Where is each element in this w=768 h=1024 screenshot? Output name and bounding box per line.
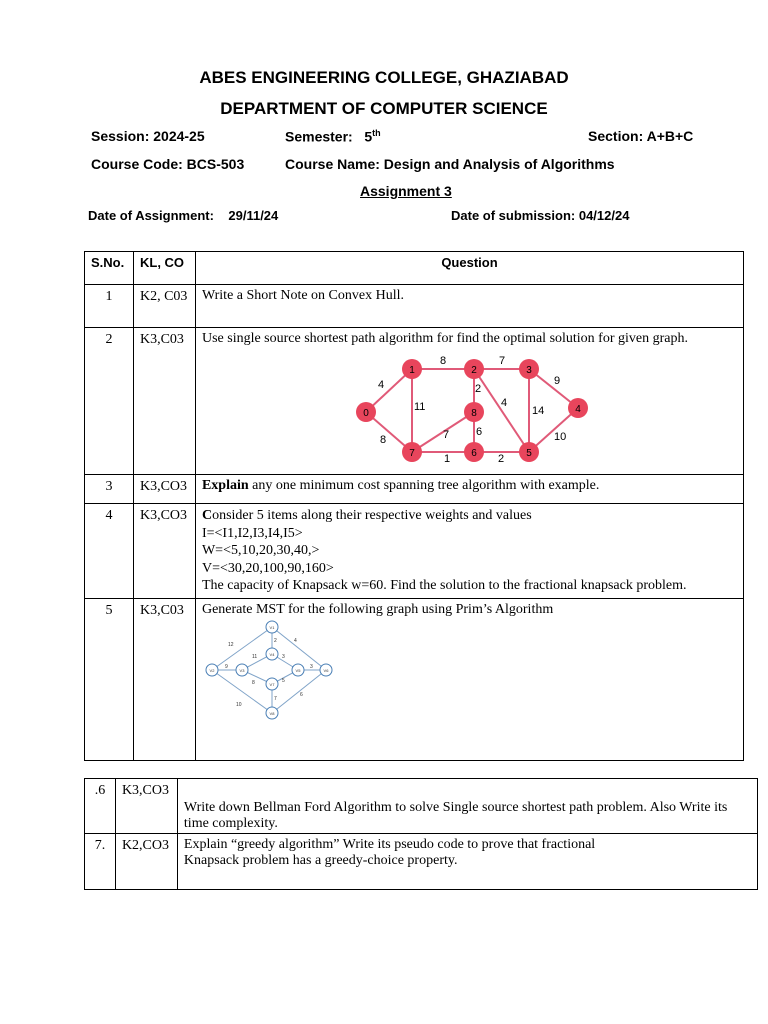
row-sno: 4 (85, 504, 134, 599)
question-text: onsider 5 items along their respective weights and values (212, 508, 532, 523)
graph-node-label: V2 (209, 667, 215, 673)
header-sno: S.No. (85, 252, 134, 285)
assignment-title: Assignment 3 (360, 183, 452, 199)
session-info: Session: 2024-25 (91, 128, 205, 144)
question-text: Use single source shortest path algorithm for find the optimal solution for given graph. (201, 331, 688, 346)
course-name: Course Name: Design and Analysis of Algorithms (285, 156, 615, 172)
semester-suffix: th (372, 128, 381, 138)
question-line: V=<30,20,100,90,160> (201, 560, 334, 576)
row-kl-co: K2,CO3 (115, 834, 177, 890)
graph-node-label: 8 (471, 408, 477, 419)
questions-table (84, 251, 744, 761)
row-sno: 1 (85, 285, 134, 328)
shortest-path-graph (342, 348, 602, 465)
date-assignment-value: 29/11/24 (228, 208, 279, 223)
row-kl-co: K3,CO3 (115, 779, 177, 834)
date-of-assignment (88, 208, 278, 223)
semester-value: 5 (364, 128, 373, 145)
graph-node-label: V8 (269, 710, 275, 716)
edge-weight-label: 10 (235, 701, 242, 708)
row-question (177, 779, 757, 834)
row-question (195, 475, 743, 504)
graph-node-label: 4 (575, 404, 581, 415)
graph-node-label: V3 (239, 667, 245, 673)
graph-node-label: 7 (409, 448, 415, 459)
edge-weight-label: 9 (553, 375, 561, 387)
question-text: Generate MST for the following graph using Prim’s Algorithm (201, 601, 554, 617)
graph-node-label: 5 (526, 448, 532, 459)
question-bold-text: Explain (201, 478, 249, 493)
edge-weight-label: 8 (439, 355, 447, 367)
header-question: Question (195, 252, 743, 285)
row-sno: 5 (85, 598, 134, 760)
edge-weight-label: 5 (281, 677, 285, 684)
graph-node-label: V4 (269, 651, 275, 657)
edge-weight-label: 12 (227, 641, 234, 648)
edge-weight-label: 14 (531, 405, 545, 417)
row-kl-co: K2, C03 (133, 285, 195, 328)
edge-weight-label: 7 (442, 429, 450, 441)
edge-weight-label: 3 (309, 663, 313, 670)
row-kl-co: K3,CO3 (133, 475, 195, 504)
graph-node-label: 3 (526, 365, 532, 376)
graph-node-label: 2 (471, 365, 477, 376)
course-code: Course Code: BCS-503 (91, 156, 245, 172)
graph-node-label: V1 (269, 624, 275, 630)
table-row (85, 328, 744, 475)
graph-node-label: V6 (323, 667, 329, 673)
question-text: Write down Bellman Ford Algorithm to solve Single source shortest path problem. Also Write its time complexity. (183, 800, 728, 831)
semester-info (285, 128, 381, 145)
table-row (85, 285, 744, 328)
date-of-submission: Date of submission: 04/12/24 (451, 208, 630, 223)
question-line (202, 507, 737, 525)
row-sno: 2 (85, 328, 134, 475)
department-title: DEPARTMENT OF COMPUTER SCIENCE (220, 99, 548, 118)
edge-weight-label: 7 (498, 355, 506, 367)
edge-weight-label: 2 (497, 453, 505, 465)
edge-weight-label: 4 (293, 637, 297, 644)
row-question: Write a Short Note on Convex Hull. (195, 285, 743, 328)
question-line: W=<5,10,20,30,40,> (201, 543, 320, 558)
header-kl-co: KL, CO (133, 252, 195, 285)
edge-weight-label: 11 (413, 401, 426, 413)
graph-node-label: 6 (471, 448, 477, 459)
section-info: Section: A+B+C (588, 128, 694, 144)
edge-weight-label: 2 (474, 383, 482, 395)
date-assignment-label: Date of Assignment: (88, 208, 214, 223)
graph-node-label: 0 (363, 408, 369, 419)
table-header-row (85, 252, 744, 285)
question-text: any one minimum cost spanning tree algorithm with example. (248, 478, 600, 493)
graph-node-label: V5 (295, 667, 301, 673)
edge-weight-label: 1 (443, 453, 451, 465)
edge-weight-label: 2 (273, 637, 277, 644)
graph-node-label: V7 (269, 681, 275, 687)
edge-weight-label: 9 (224, 663, 228, 670)
table-row (85, 475, 744, 504)
edge-weight-label: 4 (377, 379, 385, 391)
edge-weight-label: 6 (299, 691, 303, 698)
semester-label: Semester: (285, 128, 353, 145)
table-row (85, 834, 758, 890)
table-row (85, 504, 744, 599)
edge-weight-label: 8 (251, 679, 255, 686)
questions-table-continued (84, 778, 758, 890)
row-kl-co: K3,C03 (133, 328, 195, 475)
table-row (85, 779, 758, 834)
row-kl-co: K3,CO3 (133, 504, 195, 599)
question-bold-text: C (201, 508, 213, 523)
question-line: I=<I1,I2,I3,I4,I5> (201, 525, 303, 541)
row-question: Explain “greedy algorithm” Write its pseudo code to prove that fractional Knapsack problem has a greedy-choice property. (177, 834, 757, 890)
row-kl-co: K3,C03 (133, 598, 195, 760)
edge-weight-label: 7 (273, 695, 277, 702)
row-question (195, 328, 743, 475)
prims-graph-image (202, 616, 337, 721)
question-line: The capacity of Knapsack w=60. Find the solution to the fractional knapsack problem. (201, 578, 687, 593)
row-sno: 7. (85, 834, 116, 890)
edge-weight-label: 4 (500, 397, 508, 409)
row-sno: 3 (85, 475, 134, 504)
table-row (85, 598, 744, 760)
edge-weight-label: 11 (251, 653, 258, 660)
edge-weight-label: 8 (379, 434, 387, 446)
edge-weight-label: 10 (553, 431, 567, 443)
edge-weight-label: 6 (475, 426, 483, 438)
college-title: ABES ENGINEERING COLLEGE, GHAZIABAD (199, 68, 569, 87)
edge-weight-label: 3 (281, 653, 285, 660)
row-question (195, 598, 743, 760)
row-sno: .6 (85, 779, 116, 834)
row-question (195, 504, 743, 599)
graph-node-label: 1 (409, 365, 415, 376)
